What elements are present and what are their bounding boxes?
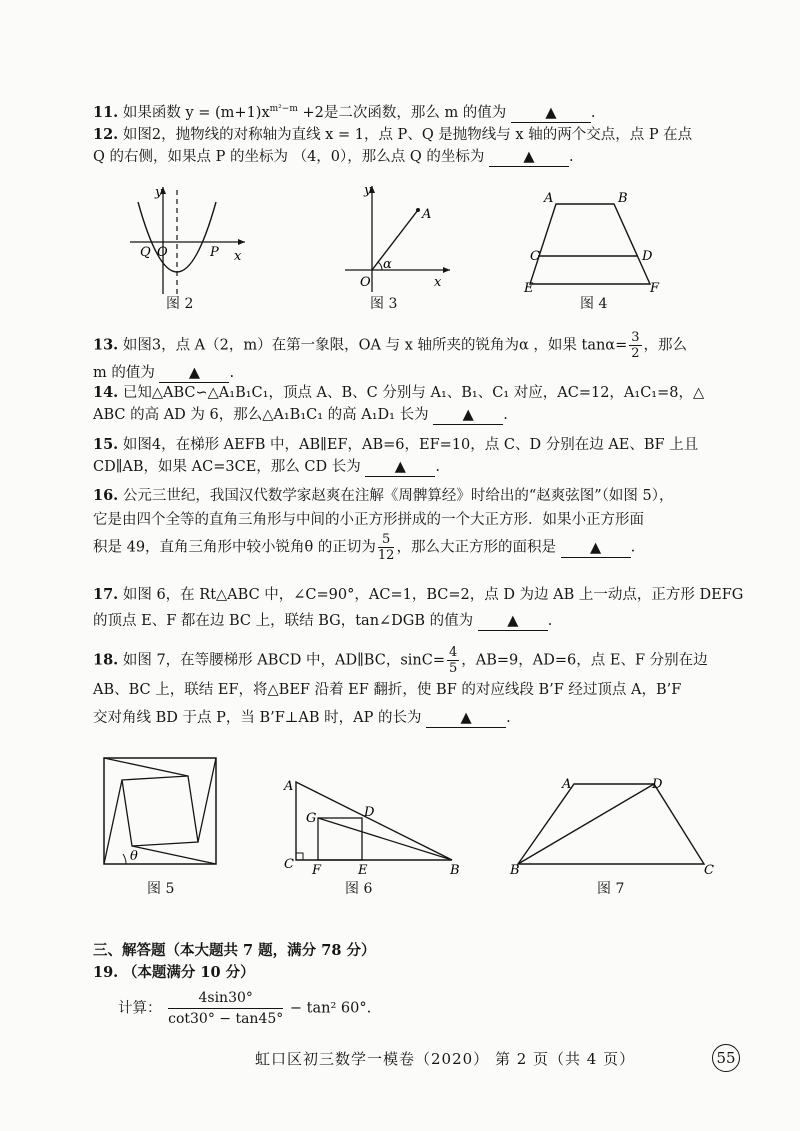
question-text: ABC 的高 AD 为 6，那么△A₁B₁C₁ 的高 A₁D₁ 长为 [93, 407, 429, 423]
svg-text:G: G [306, 811, 317, 826]
question-text: ，那么大正方形的面积是 [396, 539, 556, 556]
question-number: 17. [93, 586, 119, 603]
answer-blank[interactable]: ▲ [489, 148, 569, 167]
exponent: m²−m [269, 104, 298, 114]
question-number: 13. [93, 336, 119, 354]
svg-text:A: A [562, 777, 572, 792]
svg-text:D: D [642, 249, 653, 264]
question-number: 16. [93, 487, 119, 504]
fraction-tan-theta: $\frac{5}{12}$ [377, 532, 395, 563]
figure-2-parabola [130, 182, 250, 297]
question-text: 如果函数 y = (m+1)x [122, 104, 270, 121]
section-heading: 三、解答题（本大题共 7 题，满分 78 分） [93, 942, 376, 959]
question-number: 15. [93, 436, 119, 453]
answer-blank[interactable]: ▲ [478, 612, 548, 631]
question-16: 16. 公元三世纪，我国汉代数学家赵爽在注解《周髀算经》时给出的“赵爽弦图”（如图 5）， 它是由四个全等的直角三角形与中间的小正方形拼成的一个大正方形．如果小正方形面 积是 49，直角三角形中较小锐角θ 的正切为 $\frac{5}{12}$ ，那么大正方形的面积是 ▲ . [93, 487, 674, 563]
svg-text:x: x [234, 249, 242, 264]
svg-text:O: O [157, 245, 168, 260]
page-footer: 虹口区初三数学一模卷（2020） 第 2 页（共 4 页） [255, 1050, 636, 1068]
question-text: 公元三世纪，我国汉代数学家赵爽在注解《周髀算经》时给出的“赵爽弦图”（如图 5）， [122, 488, 674, 504]
question-text: +2是二次函数，那么 m 的值为 [297, 104, 507, 121]
question-17: 17. 如图 6，在 Rt△ABC 中，∠C=90°，AC=1，BC=2，点 D 为边 AB 上一动点，正方形 DEFG 的顶点 E、F 都在边 BC 上，联结 BG，tan∠DGB 的值为 ▲ . [93, 586, 744, 629]
figure-5-zhao-shuang-square [100, 754, 220, 869]
question-text: Q 的右侧，如果点 P 的坐标为 （4，0），那么点 Q 的坐标为 [93, 149, 485, 165]
question-text: 的顶点 E、F 都在边 BC 上，联结 BG，tan∠DGB 的值为 [93, 613, 474, 629]
svg-text:C: C [284, 857, 294, 872]
question-11: 11. 如果函数 $y = (m+1)x^{m^2-m} +2$是二次函数，那么 m 的值为 ▲ . [93, 103, 596, 121]
page-number-badge: 55 [712, 1044, 740, 1072]
question-19 [93, 962, 733, 984]
question-text: 如图 6，在 Rt△ABC 中，∠C=90°，AC=1，BC=2，点 D 为边 AB 上一动点，正方形 DEFG [122, 587, 744, 603]
question-number: 19. [93, 964, 119, 981]
question-text: 积是 49，直角三角形中较小锐角θ 的正切为 [93, 539, 376, 556]
score-note: （本题满分 10 分） [122, 964, 255, 981]
figure-4-caption: 图 4 [580, 296, 608, 312]
svg-text:B: B [450, 863, 460, 876]
svg-text:A: A [284, 779, 294, 794]
svg-text:P: P [210, 245, 219, 260]
question-text: 它是由四个全等的直角三角形与中间的小正方形拼成的一个大正方形．如果小正方形面 [93, 512, 644, 528]
svg-text:O: O [360, 275, 371, 290]
question-19-expression [118, 988, 758, 1029]
answer-blank[interactable]: ▲ [561, 539, 631, 558]
svg-text:F: F [650, 281, 660, 293]
svg-text:D: D [652, 777, 663, 792]
question-number: 18. [93, 651, 119, 669]
svg-text:A: A [544, 191, 554, 206]
question-18: 18. 如图 7，在等腰梯形 ABCD 中，AD∥BC，sinC= $\frac{4}{5}$ ，AB=9，AD=6，点 E、F 分别在边 AB、BC 上，联结 EF，将△BEF 沿着 EF 翻折，使 BF 的对应线段 B’F 经过顶点 A，B’F 交对角线 BD 于点 P，当 B’F⊥AB 时，AP 的长为 ▲ . [93, 645, 708, 726]
svg-text:B: B [510, 863, 520, 878]
answer-blank[interactable]: ▲ [426, 709, 506, 728]
svg-text:E: E [358, 863, 368, 876]
question-text: m 的值为 [93, 365, 155, 381]
figure-6-caption: 图 6 [345, 881, 373, 897]
svg-text:C: C [704, 863, 714, 878]
answer-blank[interactable]: ▲ [511, 104, 591, 123]
question-text: ，AB=9，AD=6，点 E、F 分别在边 [461, 652, 708, 669]
svg-text:y: y [364, 183, 372, 198]
question-number: 14. [93, 384, 119, 401]
figure-2-caption: 图 2 [166, 296, 194, 312]
question-text: 如图4，在梯形 AEFB 中，AB∥EF，AB=6，EF=10，点 C、D 分别在边 AE、BF 上且 [122, 437, 699, 453]
svg-text:y: y [155, 185, 163, 200]
svg-text:C: C [530, 249, 540, 264]
question-text: 如图 7，在等腰梯形 ABCD 中，AD∥BC，sinC= [122, 652, 445, 669]
calc-label: 计算： [118, 1000, 162, 1017]
svg-text:B: B [618, 191, 628, 206]
figure-3-angle [340, 180, 455, 295]
figure-5-caption: 图 5 [147, 881, 175, 897]
figure-4-trapezoid [520, 188, 670, 293]
question-12: 12. 如图2，抛物线的对称轴为直线 x = 1，点 P、Q 是抛物线与 x 轴的两个交点，点 P 在点 Q 的右侧，如果点 P 的坐标为 （4，0），那么点 Q 的坐标为 ▲ . [93, 126, 693, 165]
question-13: 13. 如图3，点 A（2，m）在第一象限，OA 与 x 轴所夹的锐角为α ，如果 tanα= $\frac{3}{2}$ ，那么 m 的值为 ▲ . [93, 330, 688, 381]
fraction-sin: $\frac{4}{5}$ [449, 645, 458, 676]
answer-blank[interactable]: ▲ [433, 406, 503, 425]
question-15: 15. 如图4，在梯形 AEFB 中，AB∥EF，AB=6，EF=10，点 C、D 分别在边 AE、BF 上且 CD∥AB，如果 AC=3CE，那么 CD 长为 ▲ . [93, 436, 699, 475]
question-text: 如图3，点 A（2，m）在第一象限，OA 与 x 轴所夹的锐角为α ，如果 tanα= [122, 337, 628, 354]
question-text: 已知△ABC∽△A₁B₁C₁，顶点 A、B、C 分别与 A₁、B₁、C₁ 对应，AC=12，A₁C₁=8，△ [122, 385, 705, 401]
figure-7-isosceles-trapezoid [506, 774, 721, 879]
svg-text:α: α [383, 257, 392, 272]
question-14: 14. 已知△ABC∽△A₁B₁C₁，顶点 A、B、C 分别与 A₁、B₁、C₁ 对应，AC=12，A₁C₁=8，△ ABC 的高 AD 为 6，那么△A₁B₁C₁ 的高 A₁D₁ 长为 ▲ . [93, 384, 705, 423]
fraction-tan: $\frac{3}{2}$ [631, 330, 640, 361]
question-text: AB、BC 上，联结 EF，将△BEF 沿着 EF 翻折，使 BF 的对应线段 B’F 经过顶点 A，B’F [93, 682, 682, 698]
svg-text:E: E [524, 281, 534, 293]
expression-fraction: $\frac{4\sin 30^\circ}{\cot 30^\circ - \tan 45^\circ}$ [168, 990, 284, 1027]
answer-blank[interactable]: ▲ [365, 458, 435, 477]
svg-text:θ: θ [130, 849, 138, 864]
question-number: 11. [93, 103, 119, 121]
svg-text:x: x [434, 275, 442, 290]
svg-text:A: A [422, 207, 432, 222]
expression-tail: − tan² 60°. [289, 1000, 372, 1017]
svg-text:D: D [364, 805, 375, 820]
question-text: ，那么 [643, 337, 688, 354]
svg-text:Q: Q [140, 245, 151, 260]
question-text: 如图2，抛物线的对称轴为直线 x = 1，点 P、Q 是抛物线与 x 轴的两个交点，点 P 在点 [122, 127, 693, 143]
question-text: CD∥AB，如果 AC=3CE，那么 CD 长为 [93, 459, 361, 475]
figure-7-caption: 图 7 [597, 881, 625, 897]
figure-3-caption: 图 3 [370, 296, 398, 312]
answer-blank[interactable]: ▲ [159, 364, 229, 383]
question-text: 交对角线 BD 于点 P，当 B’F⊥AB 时，AP 的长为 [93, 710, 422, 726]
question-number: 12. [93, 126, 119, 143]
figure-6-right-triangle [282, 776, 467, 876]
svg-text:F: F [312, 863, 322, 876]
